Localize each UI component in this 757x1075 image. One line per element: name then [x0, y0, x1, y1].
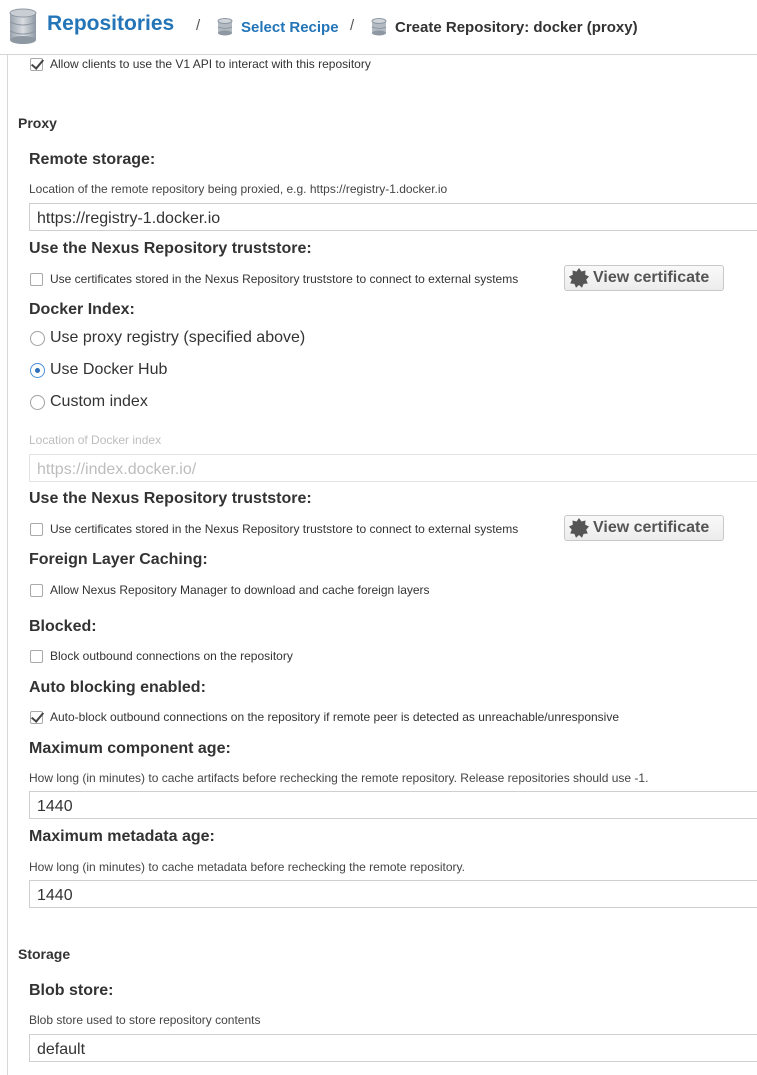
v1-api-checkbox-row[interactable]	[30, 57, 371, 71]
view-certificate-button-2[interactable]	[564, 515, 724, 541]
blob-store-help: Blob store used to store repository contents	[29, 1013, 261, 1027]
max-component-age-input[interactable]: 1440	[29, 791, 757, 819]
truststore-checkbox[interactable]	[30, 273, 43, 286]
radio-button-selected[interactable]	[30, 363, 45, 378]
view-certificate-label-2: View certificate	[593, 519, 710, 536]
foreign-layer-checkbox[interactable]	[30, 584, 43, 597]
max-metadata-age-input[interactable]: 1440	[29, 880, 757, 908]
certificate-badge-icon	[569, 518, 589, 538]
truststore-label-2: Use the Nexus Repository truststore:	[29, 490, 312, 507]
remote-storage-help: Location of the remote repository being proxied, e.g. https://registry-1.docker.io	[29, 182, 448, 196]
remote-storage-input[interactable]: https://registry-1.docker.io	[29, 203, 757, 231]
auto-blocking-checkbox[interactable]	[30, 711, 43, 724]
radio-label: Use proxy registry (specified above)	[50, 329, 306, 346]
database-icon	[9, 8, 37, 44]
truststore-checkbox-row[interactable]	[30, 272, 518, 286]
database-icon	[217, 18, 233, 36]
remote-storage-label: Remote storage:	[29, 151, 156, 168]
max-metadata-age-help: How long (in minutes) to cache metadata before rechecking the remote repository.	[29, 860, 465, 874]
breadcrumb-separator: /	[196, 17, 201, 34]
truststore-checkbox-row-2[interactable]	[30, 522, 518, 536]
docker-index-option-proxy-registry[interactable]	[30, 329, 305, 347]
truststore-label: Use the Nexus Repository truststore:	[29, 240, 312, 257]
radio-label: Use Docker Hub	[50, 361, 168, 378]
blob-store-select[interactable]: default	[29, 1034, 757, 1062]
blocked-checkbox-label: Block outbound connections on the repository	[50, 649, 293, 663]
docker-index-option-custom[interactable]	[30, 393, 148, 411]
radio-label: Custom index	[50, 393, 148, 410]
v1-api-checkbox-label: Allow clients to use the V1 API to interact with this repository	[50, 57, 371, 71]
radio-button[interactable]	[30, 395, 45, 410]
docker-index-location-help: Location of Docker index	[29, 433, 162, 447]
breadcrumb-select-recipe-link[interactable]: Select Recipe	[241, 19, 339, 36]
docker-index-location-input[interactable]: https://index.docker.io/	[29, 454, 757, 482]
blocked-checkbox-row[interactable]	[30, 649, 293, 663]
truststore-checkbox-label: Use certificates stored in the Nexus Repository truststore to connect to external systems	[50, 272, 519, 286]
breadcrumb-current-page: Create Repository: docker (proxy)	[395, 19, 638, 36]
truststore-checkbox-2[interactable]	[30, 523, 43, 536]
breadcrumb-bar	[0, 0, 757, 55]
blocked-checkbox[interactable]	[30, 650, 43, 663]
breadcrumb-separator: /	[350, 17, 355, 34]
blob-store-label: Blob store:	[29, 982, 114, 999]
max-component-age-help: How long (in minutes) to cache artifacts before rechecking the remote repository. Release repositories should use -1.	[29, 771, 649, 785]
breadcrumb-repositories-link[interactable]: Repositories	[47, 12, 175, 35]
auto-blocking-checkbox-label: Auto-block outbound connections on the repository if remote peer is detected as unreachable/unresponsive	[50, 710, 620, 724]
view-certificate-label: View certificate	[593, 269, 710, 286]
auto-blocking-checkbox-row[interactable]	[30, 710, 619, 724]
storage-section-title: Storage	[18, 946, 71, 962]
foreign-layer-checkbox-label: Allow Nexus Repository Manager to download and cache foreign layers	[50, 583, 430, 597]
max-metadata-age-label: Maximum metadata age:	[29, 828, 215, 845]
docker-index-option-docker-hub[interactable]	[30, 361, 167, 379]
certificate-badge-icon	[569, 268, 589, 288]
truststore-checkbox-label-2: Use certificates stored in the Nexus Repository truststore to connect to external systems	[50, 522, 519, 536]
v1-api-checkbox[interactable]	[30, 58, 43, 71]
foreign-layer-caching-label: Foreign Layer Caching:	[29, 551, 208, 568]
database-icon	[371, 18, 387, 36]
view-certificate-button[interactable]	[564, 265, 724, 291]
auto-blocking-label: Auto blocking enabled:	[29, 679, 206, 696]
foreign-layer-checkbox-row[interactable]	[30, 583, 430, 597]
docker-index-label: Docker Index:	[29, 301, 135, 318]
proxy-section-title: Proxy	[18, 115, 57, 131]
radio-button[interactable]	[30, 331, 45, 346]
blocked-label: Blocked:	[29, 618, 97, 635]
max-component-age-label: Maximum component age:	[29, 740, 231, 757]
